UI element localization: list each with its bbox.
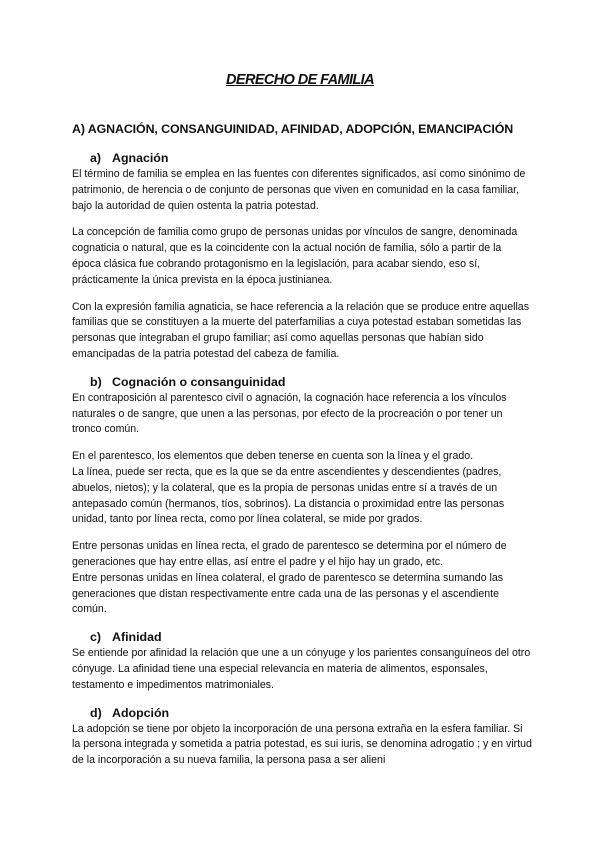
subsection-heading-cognacion: b) Cognación o consanguinidad: [90, 374, 286, 389]
paragraph: La adopción se tiene por objeto la incorporación de una persona extraña en la esfera familiar. Si la persona integrada y sometida a patria potestad, es sui iuris, se denomina adrogatio ; y en virtud de la incorporación a su nueva familia, la persona pasa a ser alieni: [72, 722, 532, 767]
document-title: DERECHO DE FAMILIA: [226, 72, 374, 88]
paragraph: Entre personas unidas en línea colateral, el grado de parentesco se determina sumando las generaciones que distan respectivamente entre cada una de las personas y el ascendiente común.: [72, 571, 504, 616]
paragraph: El término de familia se emplea en las fuentes con diferentes significados, así como sinónimo de patrimonio, de herencia o de conjunto de personas que viven en comunidad en la casa familiar, bajo la autoridad de quien ostenta la patria potestad.: [72, 168, 526, 212]
paragraph: En contraposición al parentesco civil o agnación, la cognación hace referencia a los vínculos naturales o de sangre, que unen a las personas, por efecto de la procreación o por tener un tronco común.: [72, 391, 507, 436]
paragraph: Se entiende por afinidad la relación que une a un cónyuge y los parientes consanguíneos del otro cónyuge. La afinidad tiene una especial relevancia en materia de alimentos, esponsales, testamento e impedimentos matrimoniales.: [72, 647, 531, 691]
paragraph: Entre personas unidas en línea recta, el grado de parentesco se determina por el número de generaciones que hay entre ellas, así entre el padre y el hijo hay un grado, etc.: [72, 540, 507, 568]
subsection-heading-agnacion: a) Agnación: [90, 151, 169, 165]
subsection-heading-afinidad: c) Afinidad: [90, 630, 162, 645]
document-body: [72, 150, 532, 769]
paragraph: La concepción de familia como grupo de personas unidas por vínculos de sangre, denominada cognaticia o natural, que es la coincidente con la actual noción de familia, sólo a partir de la época clásica fue cobrando protagonismo en la legislación, para acabar siendo, eso sí, prácticamente la única prevista en la época justinianea.: [72, 226, 518, 286]
paragraph: Con la expresión familia agnaticia, se hace referencia a la relación que se produce entre aquellas familias que se constituyen a la muerte del paterfamilias a cuya potestad estaban sometidas las personas que integraban el grupo familiar; así como aquellas personas que habían sido emancipadas de la patria potestad del cabeza de familia.: [72, 300, 529, 360]
section-heading: A) AGNACIÓN, CONSANGUINIDAD, AFINIDAD, ADOPCIÓN, EMANCIPACIÓN: [72, 122, 514, 136]
paragraph: La línea, puede ser recta, que es la que se da entre ascendientes y descendientes (padres, abuelos, nietos); y la colateral, que es la propia de personas unidas entre sí a través de un antepasado común (hermanos, tíos, sobrinos). La distancia o proximidad entre las personas unidad, tanto por línea recta, como por línea colateral, se mide por grados.: [72, 465, 505, 526]
paragraph: En el parentesco, los elementos que deben tenerse en cuenta son la línea y el grado.: [72, 450, 474, 463]
subsection-heading-adopcion: d) Adopción: [90, 705, 170, 720]
